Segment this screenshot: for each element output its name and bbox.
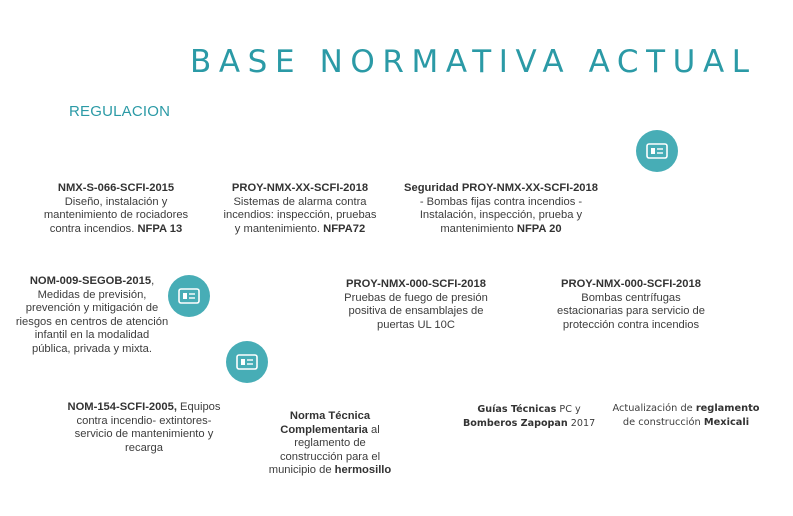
regulation-text: - Bombas fijas contra incendios -	[419, 195, 583, 208]
regulation-reference: NFPA72	[323, 222, 366, 235]
regulation-nmx-066	[30, 182, 202, 236]
regulation-code: NMX-S-066-SCFI-2015	[57, 182, 175, 194]
regulation-guias	[463, 403, 595, 431]
regulation-code: Seguridad PROY-NMX-XX-SCFI-2018	[404, 182, 598, 194]
regulation-text: construcción para el	[279, 450, 381, 463]
regulation-proy-bombas	[395, 182, 607, 236]
regulation-nom-009	[8, 275, 176, 357]
regulation-text: y mantenimiento.	[234, 222, 320, 235]
regulation-code: PROY-NMX-000-SCFI-2018	[346, 278, 486, 290]
regulation-text: mantenimiento	[440, 222, 514, 235]
regulation-text: municipio de	[268, 464, 332, 477]
regulation-title: Complementaria	[280, 423, 368, 436]
regulation-text: Diseño, instalación y	[64, 195, 168, 208]
regulation-text: incendios: inspección, pruebas	[223, 209, 377, 222]
regulation-proy-puertas	[330, 278, 502, 332]
regulation-code: PROY-NMX-XX-SCFI-2018	[231, 182, 369, 194]
regulation-title: Bomberos Zapopan	[463, 418, 568, 429]
regulation-title: Mexicali	[703, 417, 750, 428]
regulation-text: positiva de ensamblajes de	[348, 305, 484, 318]
regulation-norma-tecnica	[262, 410, 398, 478]
regulation-code: PROY-NMX-000-SCFI-2018	[561, 278, 701, 290]
regulation-text: contra incendios.	[49, 222, 135, 235]
regulation-code: NOM-154-SCFI-2005,	[67, 401, 177, 413]
regulation-text: protección contra incendios	[562, 318, 700, 331]
regulation-reference: NFPA 13	[137, 222, 183, 235]
regulation-text: mantenimiento de rociadores	[43, 209, 189, 222]
regulation-actualizacion	[606, 402, 766, 430]
section-subtitle: REGULACION	[69, 103, 171, 120]
regulation-text: pública, privada y mixta.	[31, 342, 152, 355]
regulation-nom-154	[58, 401, 230, 455]
regulation-text: contra incendio- extintores-	[76, 414, 212, 427]
regulation-text: riesgos en centros de atención	[15, 315, 169, 328]
regulation-text: reglamento de	[294, 437, 366, 450]
id-card-icon	[226, 341, 268, 383]
regulation-reference: NFPA 20	[516, 222, 562, 235]
id-card-icon	[636, 130, 678, 172]
regulation-text: puertas UL 10C	[377, 318, 455, 331]
regulation-text: Instalación, inspección, prueba y	[419, 209, 583, 222]
regulation-text: servicio de mantenimiento y	[74, 428, 214, 441]
regulation-title: hermosillo	[334, 464, 392, 477]
regulation-text: Equipos	[180, 401, 221, 413]
regulation-text: Sistemas de alarma contra	[233, 195, 367, 208]
regulation-text: prevención y mitigación de	[25, 302, 159, 315]
regulation-text: de construcción	[622, 417, 701, 428]
regulation-text: Medidas de previsión,	[37, 288, 147, 301]
regulation-title: Guías Técnicas	[477, 404, 557, 415]
regulation-text: PC y	[559, 404, 581, 415]
regulation-title: reglamento	[695, 403, 760, 414]
regulation-title: Norma Técnica	[289, 410, 371, 422]
regulation-text: Pruebas de fuego de presión	[344, 291, 488, 304]
regulation-text: estacionarias para servicio de	[557, 305, 705, 318]
regulation-text: Actualización de	[612, 403, 693, 414]
regulation-text: Bombas centrífugas	[581, 291, 681, 304]
regulation-text: infantil en la modalidad	[34, 329, 150, 342]
page-title: BASE NORMATIVA ACTUAL	[190, 44, 757, 80]
regulation-proy-alarma	[214, 182, 386, 236]
regulation-text: recarga	[125, 441, 163, 454]
regulation-text: ,	[151, 275, 155, 287]
regulation-text: 2017	[570, 418, 596, 429]
regulation-text: al	[371, 423, 380, 436]
regulation-code: NOM-009-SEGOB-2015	[29, 275, 152, 287]
regulation-proy-centrifugas	[545, 278, 717, 332]
